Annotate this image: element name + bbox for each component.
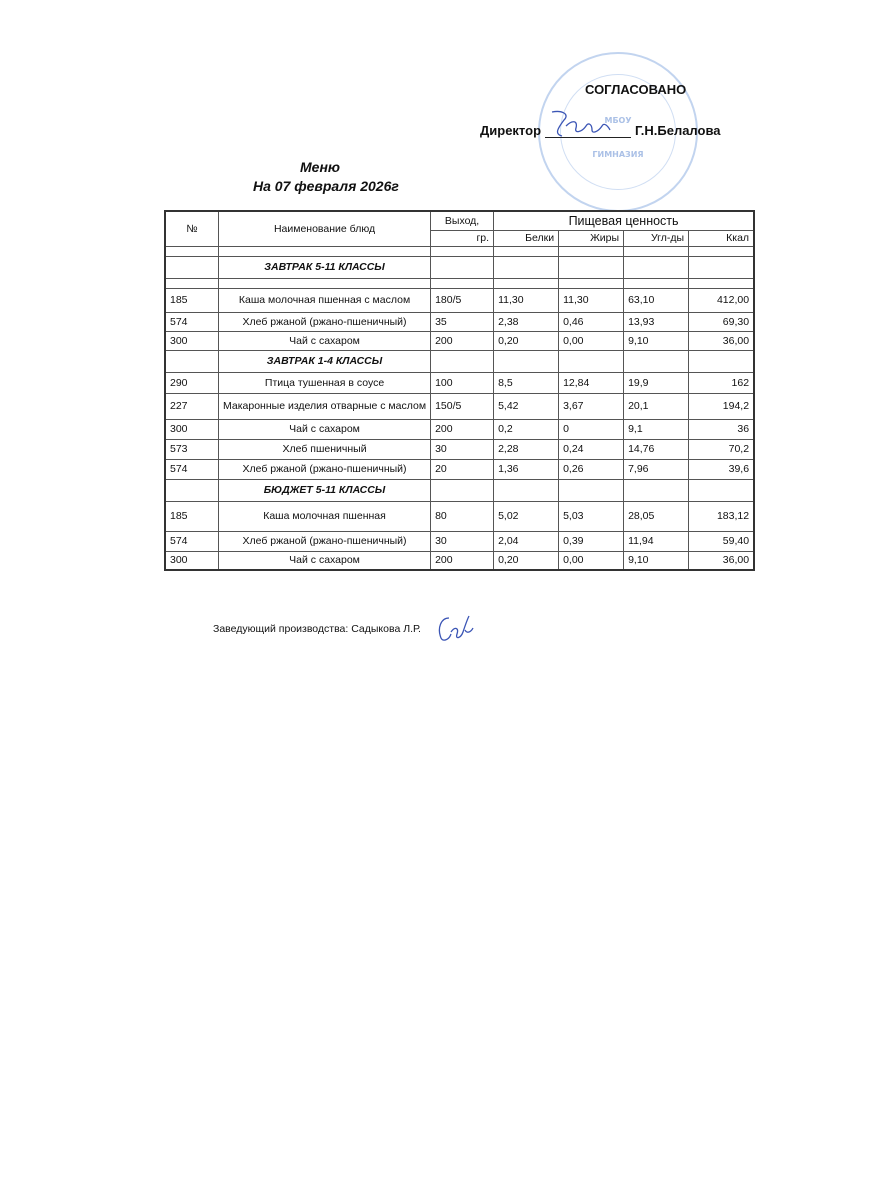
cell-name: Хлеб ржаной (ржано-пшеничный) (219, 312, 431, 331)
header-output-unit: гр. (431, 230, 494, 246)
cell-carbs: 28,05 (624, 501, 689, 531)
cell-kcal: 36,00 (689, 331, 755, 350)
table-row (165, 501, 754, 531)
cell-no: 574 (165, 312, 219, 331)
cell-kcal: 69,30 (689, 312, 755, 331)
cell-output: 200 (431, 551, 494, 570)
cell-no: 300 (165, 551, 219, 570)
cell-name: Каша молочная пшенная (219, 501, 431, 531)
director-signature (548, 106, 618, 142)
cell-protein: 11,30 (494, 288, 559, 312)
cell-name: Хлеб ржаной (ржано-пшеничный) (219, 459, 431, 479)
cell-protein: 0,20 (494, 551, 559, 570)
cell-kcal: 194,2 (689, 393, 755, 419)
cell-output: 200 (431, 419, 494, 439)
cell-fat: 12,84 (559, 372, 624, 393)
cell-name: Чай с сахаром (219, 331, 431, 350)
cell-fat: 0,26 (559, 459, 624, 479)
cell-name: Хлеб ржаной (ржано-пшеничный) (219, 531, 431, 551)
cell-kcal: 59,40 (689, 531, 755, 551)
cell-kcal: 36 (689, 419, 755, 439)
cell-protein: 0,2 (494, 419, 559, 439)
cell-output: 200 (431, 331, 494, 350)
cell-no: 185 (165, 288, 219, 312)
section-title: БЮДЖЕТ 5-11 КЛАССЫ (219, 479, 431, 501)
table-row (165, 551, 754, 570)
cell-output: 35 (431, 312, 494, 331)
cell-carbs: 14,76 (624, 439, 689, 459)
cell-carbs: 20,1 (624, 393, 689, 419)
spacer-row (165, 246, 754, 256)
stamp-text-line-2: ГИМНАЗИЯ (592, 150, 644, 159)
cell-carbs: 19,9 (624, 372, 689, 393)
cell-output: 150/5 (431, 393, 494, 419)
cell-carbs: 13,93 (624, 312, 689, 331)
cell-kcal: 70,2 (689, 439, 755, 459)
cell-kcal: 36,00 (689, 551, 755, 570)
header-output: Выход, (431, 211, 494, 230)
cell-fat: 0,24 (559, 439, 624, 459)
table-row (165, 531, 754, 551)
header-name: Наименование блюд (219, 211, 431, 246)
cell-no: 290 (165, 372, 219, 393)
cell-carbs: 7,96 (624, 459, 689, 479)
cell-no: 185 (165, 501, 219, 531)
cell-carbs: 63,10 (624, 288, 689, 312)
cell-fat: 0,46 (559, 312, 624, 331)
cell-no: 573 (165, 439, 219, 459)
header-nutrition: Пищевая ценность (494, 211, 755, 230)
cell-fat: 5,03 (559, 501, 624, 531)
cell-output: 180/5 (431, 288, 494, 312)
menu-table (164, 210, 755, 571)
cell-carbs: 9,10 (624, 551, 689, 570)
menu-date: На 07 февраля 2026г (253, 178, 399, 194)
cell-carbs: 9,10 (624, 331, 689, 350)
cell-protein: 0,20 (494, 331, 559, 350)
cell-no: 574 (165, 531, 219, 551)
cell-output: 20 (431, 459, 494, 479)
header-kcal: Ккал (689, 230, 755, 246)
section-title: ЗАВТРАК 1-4 КЛАССЫ (219, 350, 431, 372)
header-carbs: Угл-ды (624, 230, 689, 246)
cell-fat: 0,00 (559, 331, 624, 350)
cell-name: Птица тушенная в соусе (219, 372, 431, 393)
stamp-text-line-1: МБОУ (604, 116, 632, 125)
cell-carbs: 11,94 (624, 531, 689, 551)
cell-carbs: 9,1 (624, 419, 689, 439)
cell-protein: 2,38 (494, 312, 559, 331)
director-name: Г.Н.Белалова (635, 123, 721, 138)
cell-fat: 0,39 (559, 531, 624, 551)
page-title: Меню (300, 159, 341, 175)
cell-name: Чай с сахаром (219, 551, 431, 570)
menu-section (165, 256, 754, 350)
header-no: № (165, 211, 219, 246)
header-protein: Белки (494, 230, 559, 246)
cell-protein: 5,02 (494, 501, 559, 531)
cell-output: 30 (431, 439, 494, 459)
cell-name: Хлеб пшеничный (219, 439, 431, 459)
cell-no: 300 (165, 331, 219, 350)
cell-no: 574 (165, 459, 219, 479)
cell-kcal: 162 (689, 372, 755, 393)
cell-protein: 8,5 (494, 372, 559, 393)
table-row (165, 419, 754, 439)
cell-no: 300 (165, 419, 219, 439)
section-title: ЗАВТРАК 5-11 КЛАССЫ (219, 256, 431, 278)
table-row (165, 331, 754, 350)
cell-output: 80 (431, 501, 494, 531)
director-role: Директор (480, 123, 542, 138)
cell-fat: 11,30 (559, 288, 624, 312)
cell-name: Каша молочная пшенная с маслом (219, 288, 431, 312)
menu-section (165, 479, 754, 570)
cell-output: 100 (431, 372, 494, 393)
cell-fat: 0 (559, 419, 624, 439)
table-row (165, 312, 754, 331)
cell-no: 227 (165, 393, 219, 419)
cell-fat: 0,00 (559, 551, 624, 570)
cell-protein: 5,42 (494, 393, 559, 419)
table-row (165, 288, 754, 312)
table-row (165, 439, 754, 459)
cell-protein: 2,04 (494, 531, 559, 551)
table-row (165, 372, 754, 393)
approval-label: СОГЛАСОВАНО (585, 82, 687, 97)
cell-fat: 3,67 (559, 393, 624, 419)
cell-name: Макаронные изделия отварные с маслом (219, 393, 431, 419)
cell-name: Чай с сахаром (219, 419, 431, 439)
table-row (165, 459, 754, 479)
cell-kcal: 412,00 (689, 288, 755, 312)
cell-protein: 1,36 (494, 459, 559, 479)
manager-signature (435, 612, 475, 646)
table-row (165, 393, 754, 419)
cell-protein: 2,28 (494, 439, 559, 459)
header-fat: Жиры (559, 230, 624, 246)
cell-kcal: 39,6 (689, 459, 755, 479)
cell-kcal: 183,12 (689, 501, 755, 531)
cell-output: 30 (431, 531, 494, 551)
footer-signatory: Заведующий производства: Садыкова Л.Р. (213, 623, 421, 635)
menu-section (165, 350, 754, 479)
